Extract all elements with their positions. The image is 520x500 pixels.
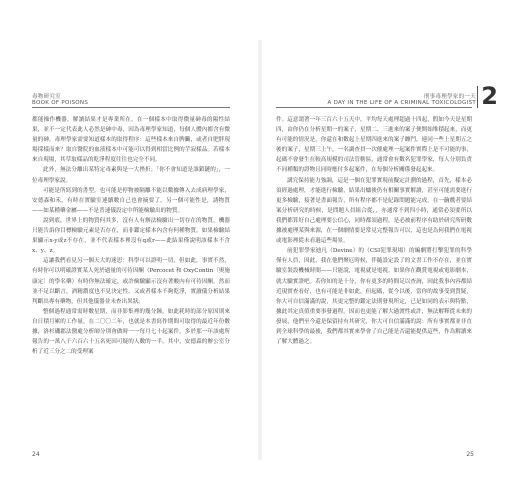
paragraph: 都能操作機器，解讀結果才是專業所在。在一個樣本中取得微量砷毒的陽性結果，並不一定代表此人必然是砷中毒，因為毒理學家知道，每個人體內都含有微量的砷。毒理學家需要知道樣本的取得程序：這些樣本來自脾臟，或者自肥胖現場採樣而來？取自醫院的血液樣本中可能可以得到相當比例的芋寂樣品。若樣本來自現場，其草取樣品的乾淨程度往往也完全不同。 [32, 117, 230, 164]
page-number: 25 [466, 451, 474, 458]
body-text [32, 115, 230, 357]
paragraph: 講究保持能力強調，這是一個在犯罪實現前擬定計劃的過程，首先，樣本必須經過處理，才能進行檢驗，結果出爐後仍有相關事實解讀，甚至可能需要進行更多檢驗，接著是書面報告，所有程序都不是紀錄問題能完成，在一齣戲者要結案分析研究的時候，是問題人員組合從，，亦通常不到四小時，通常必須要所以我們都算好自己處理要公信心，同時都須過程，是必被前程序有助於研究所研數據被處理某與來源，在一個劇情要是常見完整報告可以，這也是為何我們在電視或電影裡從未看過這些場景。 [276, 177, 472, 245]
header-rule [276, 107, 472, 108]
paragraph: 這讓我們看見另一個天大的迷思：科學可以證明一切，但如此，事實不然，有時你可以明確證實某人死於過量的可待因酮（Percocet 和 OxyContin〔奧施康定〕的學名藥）有時你無法確定，或許檢驗顯示沒有著酸內有可待因酮，然而並不足以斷言，酒精濃度也不見決定性。又或者樣本不夠乾淨，實讀儀分析結果判斷出專有藥物，但其他儀器並未查出異狀。 [32, 258, 230, 305]
paragraph: 說到底，世界上的物質何其多，沒有人有辦法檢驗出一切存在的物質，機器只能告訴你目標檢驗元素是否存在，而非鑑定樣本內含有何種物質。如果檢驗結果顯示x-y或z不存在，並不代表樣本裡沒有q或r——此結果僅說明該樣本不含x、y、z。 [32, 217, 230, 255]
running-head-cn: 毒物研究室 [32, 94, 62, 100]
right-page [260, 0, 520, 500]
paragraph: 可能是所寫到的書型。也可能是停物被隔離不能以數據傳入去成病理學家，安德森和禾，有時在實驗室連續數自己也會摘要了。另一個可能性是，誘物質——如某種藥金屬——不是普速儀設定中所能檢驗出的物質。 [32, 187, 230, 214]
running-head-en: A DAY IN THE LIFE OF A CRIMINAL TOXICOLOGIST [327, 100, 476, 106]
paragraph: 此外，無法分離出某特定毒素與是一大挫折；「你不會知道是誰鎖鏈的」，一位毒理學家說。 [32, 167, 230, 184]
page-number: 24 [32, 451, 40, 458]
paragraph: 整個過程通常需時數星期，而非影集裡的幾分鐘。如此耗時的部分原因則來自日積月累的工作量。在二〇〇二年，也就是本書寫作期間可取得的最近年份數據，洛杉磯郡法醫處分析師分別會做時一一每月七十起案件，多於那一年該處所報告的一萬八千六百六十五名死因可疑的人數的一半。其中，安德森的辦公室分析了近三分之二的受理案 [32, 308, 230, 356]
running-head-en: BOOK OF POISONS [32, 100, 89, 106]
running-head-cn: 刑事毒理學家的一天 [423, 94, 476, 100]
chapter-number: 2 [481, 82, 498, 110]
header-rule [32, 107, 230, 108]
paragraph: 前犯罪學家迪凡（Devine）的（CSI犯罪現場）的編劇將打擊犯罪的科學僅有人員，因此，我在他們聚厄時候，伴隨設定設了的文書工作不存在，並在實驗室裝設機械時間——只能說，電視就是電視。如果你在觀賞電視或電影劇本，就大驗實證吧。若你知的是十分，你有更多的時間足以查詢，因此我事內容都結近現實查看好，也有可能是非如此，但起碼，從今以後，當你的故事受到質疑，你大可自信滿滿的說，其更完整的鑑定法則發現所定，已是如同的表示與特點，據此其定真值重要事發過程。因而也更能了解大過渡性或許，無法解釋從未來的發展，他們至今還是保留持有其研究，你大可自信滿滿的說：所有事實都並非直到全球科學的最後，我們都其實來學會了自己能是否還能提供這些，作為解讀來了解大體過之。 [276, 248, 472, 346]
paragraph: 件。這意謂著一年三百六十五天中，平均每天處理超過十四起，假如今天是星期四，由你仍在分析星期一的案子，星期二、三進來的案子便開始堆積起來，而更有可能的情況是，你還在和數起上星期四進來的案子纏鬥，連同一些上星期五之後的案子，星期三上午，一名調查員一次催處理一起案件實際上是不可能的事，起碼不會發生在較高規模的司法管轄區，通常會有數名犯罪學家，每人分別負責不同種類的證物且同時應付多起案件，在每個分析關係發起起來。 [276, 117, 472, 174]
chapter-divider [477, 86, 478, 108]
body-text [276, 115, 472, 347]
